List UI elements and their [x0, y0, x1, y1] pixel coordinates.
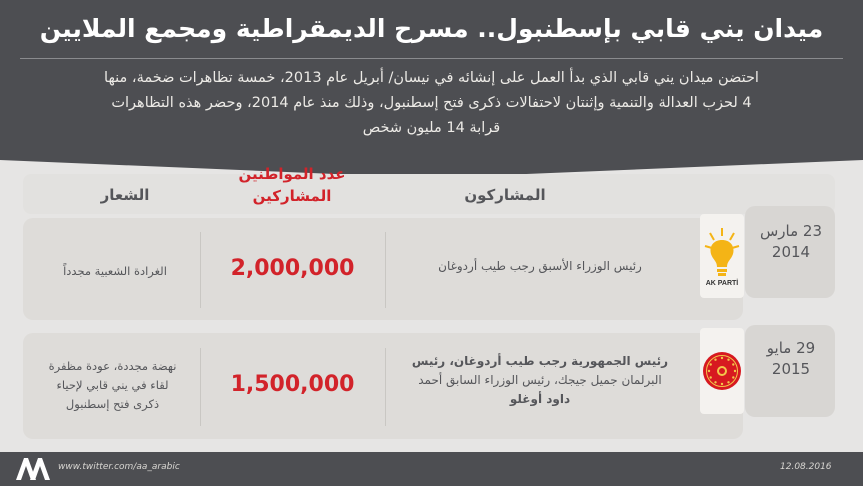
row2-participants-line1: رئيس الجمهورية رجب طيب أردوغان، رئيس [411, 354, 669, 368]
page-title: ميدان يني قابي بإسطنبول.. مسرح الديمقراطية ومجمع الملايين [39, 14, 824, 43]
presidential-seal [700, 328, 744, 414]
presidential-seal-icon [700, 328, 744, 414]
row2-slogan [30, 357, 195, 414]
row2-slogan-line2: لقاء في يني قابي لإحياء [56, 378, 169, 392]
col-citizens-header-line2: المشاركين [252, 187, 332, 205]
row1-participants: رئيس الوزراء الأسبق رجب طيب أردوغان [438, 259, 642, 273]
row2-date-day: 29 مايو [766, 339, 816, 357]
footer-twitter-handle: www.twitter.com/aa_arabic [58, 462, 180, 472]
row1-date [750, 221, 832, 263]
row2-separator-a [385, 348, 386, 426]
intro-line-1: احتضن ميدان يني قابي الذي بدأ العمل على إنشائه في نيسان/ أبريل عام 2013، خمسة تظاهرات ضخمة، منها [104, 70, 759, 86]
row2-count: 1,500,000 [230, 372, 355, 397]
row1-date-day: 23 مارس [759, 222, 823, 240]
row2-participants-line2: البرلمان جميل جيجك، رئيس الوزراء السابق أحمد [418, 373, 662, 387]
row1-count: 2,000,000 [230, 256, 355, 281]
row2-date-year: 2015 [771, 360, 811, 378]
row1-separator-a [385, 232, 386, 308]
row1-slogan: الغرادة الشعبية مجدداً [63, 264, 167, 278]
intro-line-3: قرابة 14 مليون شخص [362, 120, 501, 136]
akp-logo [700, 214, 744, 298]
intro-paragraph [70, 66, 793, 141]
row2-separator-b [200, 348, 201, 426]
col-citizens-header [222, 163, 362, 207]
row1-date-year: 2014 [771, 243, 811, 261]
row2-slogan-line3: ذكرى فتح إسطنبول [65, 397, 160, 411]
row2-slogan-line1: نهضة مجددة، عودة مظفرة [48, 359, 177, 373]
title-divider [20, 58, 843, 59]
col-participants-header: المشاركون [464, 186, 546, 204]
col-slogan-header: الشعار [100, 186, 150, 204]
aa-logo-icon [14, 456, 52, 482]
row1-separator-b [200, 232, 201, 308]
akp-logo-text: AK PARTİ [705, 280, 739, 287]
col-citizens-header-line1: عدد المواطنين [238, 165, 346, 183]
row2-participants-line3: داود أوغلو [509, 392, 571, 406]
footer-date: 12.08.2016 [780, 462, 832, 472]
row2-date [750, 338, 832, 380]
intro-line-2: 4 لحزب العدالة والتنمية وإثنتان لاحتفالات ذكرى فتح إسطنبول، وذلك منذ عام 2014، وحضر هذه التظاهرات [111, 95, 752, 111]
row2-participants [390, 352, 690, 409]
